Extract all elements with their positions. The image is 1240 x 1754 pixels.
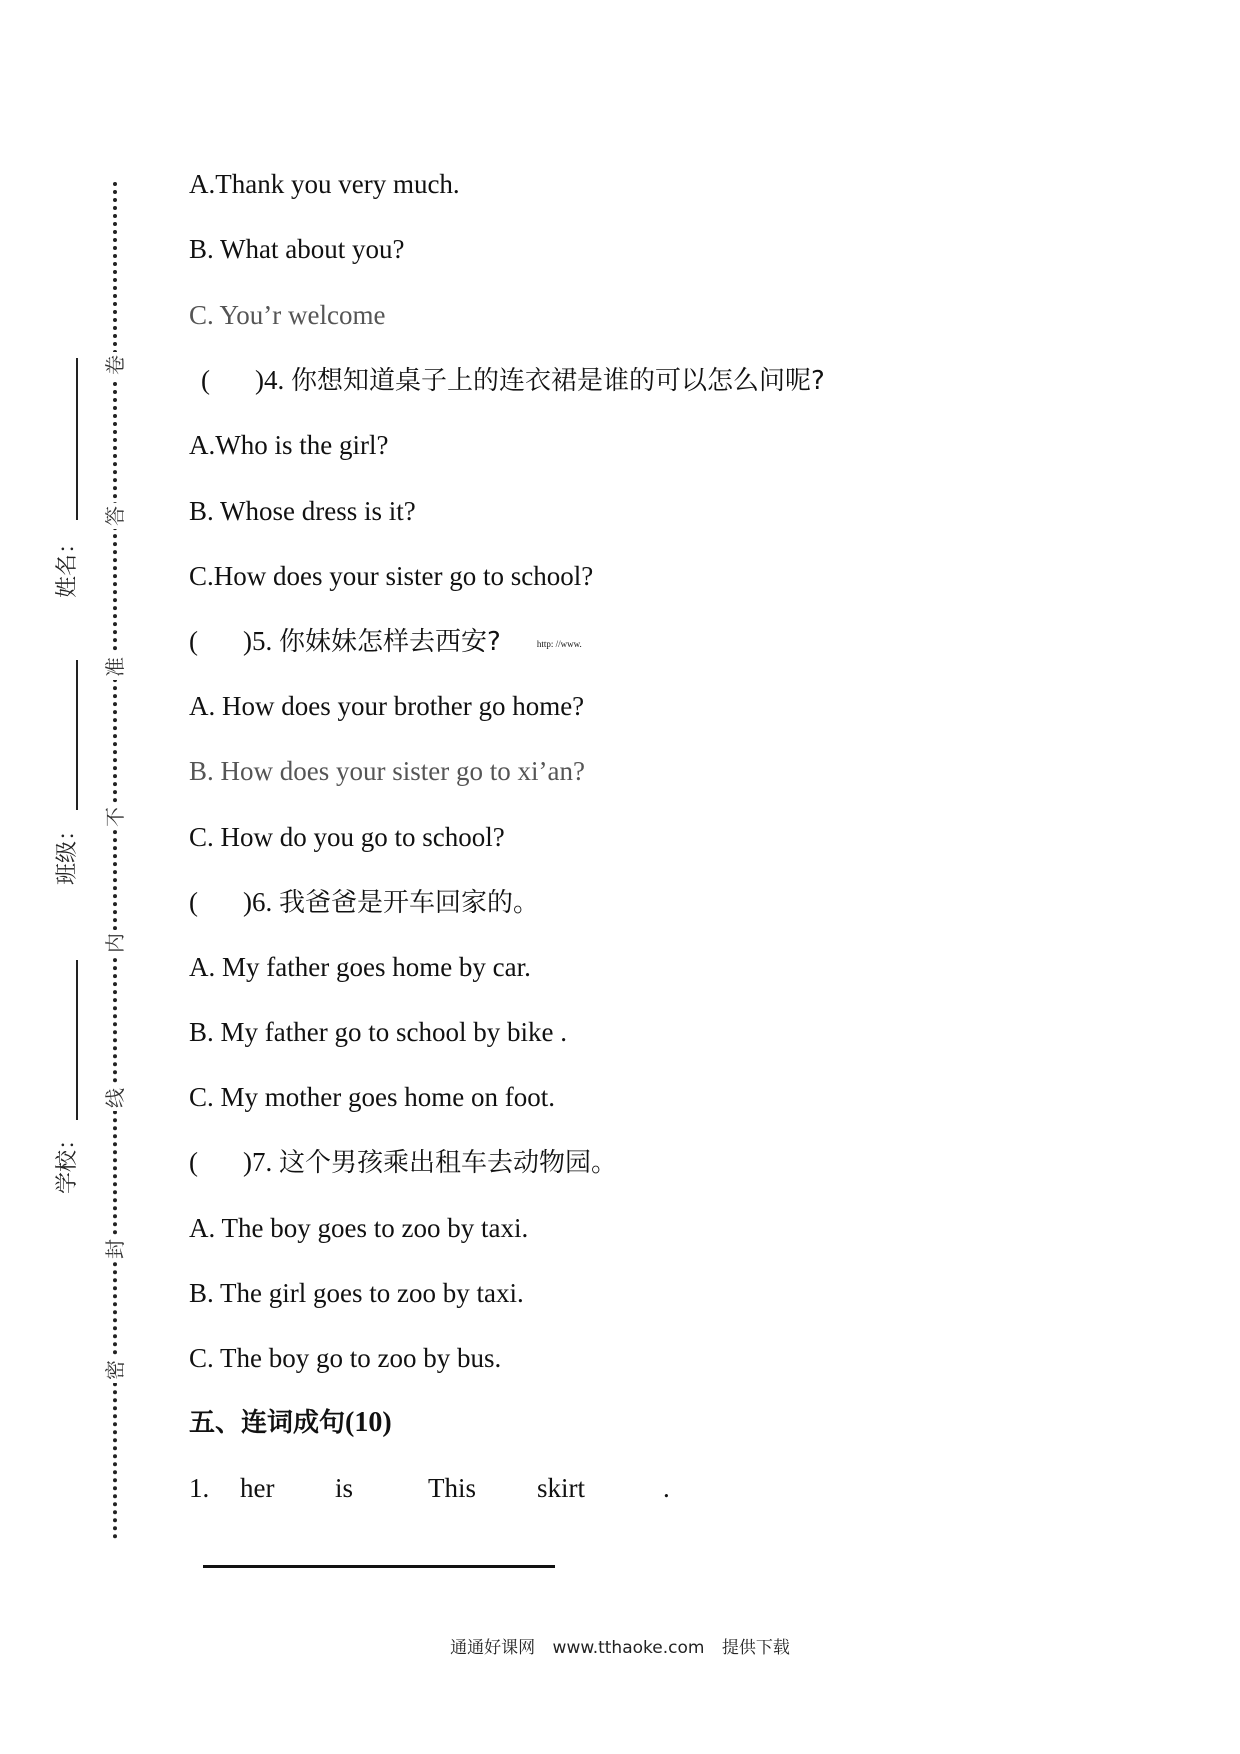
scrambled-word: her <box>240 1473 275 1503</box>
footer-url[interactable]: www.tthaoke.com <box>552 1638 705 1658</box>
q6-option-b: B. My father go to school by bike . <box>189 1017 567 1047</box>
seal-char: 密 <box>102 1357 128 1383</box>
seal-char: 卷 <box>102 352 128 378</box>
url-note: http: //www. <box>536 638 582 649</box>
q6-prompt: 我爸爸是开车回家的。 <box>279 888 540 918</box>
seal-dotted-line <box>113 182 117 1540</box>
answer-paren[interactable]: ( <box>189 887 198 917</box>
scrambled-word: is <box>335 1473 354 1503</box>
seal-char: 内 <box>102 930 128 956</box>
section5-title: 五、连词成句 <box>189 1408 346 1438</box>
scrambled-word: skirt <box>537 1473 586 1503</box>
q5-option-b: B. How does your sister go to xi’an? <box>189 756 585 786</box>
q6-option-c: C. My mother goes home on foot. <box>189 1082 555 1112</box>
q3-option-b: B. What about you? <box>189 234 405 264</box>
q7-number: )7. <box>243 1147 273 1177</box>
q4-number: )4. <box>255 365 285 395</box>
name-label: 姓名： <box>55 531 80 598</box>
q7-option-a: A. The boy goes to zoo by taxi. <box>189 1213 529 1243</box>
name-rule[interactable] <box>76 358 78 520</box>
scrambled-word: This <box>428 1473 477 1503</box>
class-label: 班级： <box>55 818 80 885</box>
q4-option-b: B. Whose dress is it? <box>189 496 416 526</box>
section5-heading <box>189 1406 392 1440</box>
section5-item1 <box>189 1471 670 1505</box>
footer-site-name: 通通好课网 <box>450 1638 536 1658</box>
q5-option-a: A. How does your brother go home? <box>189 691 585 721</box>
seal-char: 答 <box>102 503 128 529</box>
q6-stem <box>189 885 539 920</box>
seal-char: 封 <box>102 1236 128 1262</box>
answer-paren[interactable]: ( <box>189 626 198 656</box>
q4-prompt: 你想知道桌子上的连衣裙是谁的可以怎么问呢? <box>291 366 825 396</box>
q5-prompt: 你妹妹怎样去西安? <box>279 627 501 657</box>
sentence-period: . <box>663 1473 670 1503</box>
q4-option-a: A.Who is the girl? <box>189 430 389 460</box>
answer-blank-line[interactable] <box>203 1565 555 1568</box>
q3-option-a: A.Thank you very much. <box>189 169 460 199</box>
class-rule[interactable] <box>76 660 78 810</box>
q7-stem <box>189 1145 617 1180</box>
binding-margin <box>0 0 150 1754</box>
q6-option-a: A. My father goes home by car. <box>189 952 531 982</box>
q5-number: )5. <box>243 626 273 656</box>
answer-paren[interactable]: ( <box>189 1147 198 1177</box>
q6-number: )6. <box>243 887 273 917</box>
seal-char: 线 <box>102 1085 128 1111</box>
school-label: 学校： <box>55 1127 80 1194</box>
q7-option-b: B. The girl goes to zoo by taxi. <box>189 1278 524 1308</box>
q7-prompt: 这个男孩乘出租车去动物园。 <box>279 1148 618 1178</box>
q3-option-c: C. You’r welcome <box>189 300 386 330</box>
section5-points: (10) <box>345 1407 392 1438</box>
footer-suffix: 提供下载 <box>721 1638 790 1658</box>
q4-stem <box>201 363 825 398</box>
q7-option-c: C. The boy go to zoo by bus. <box>189 1343 502 1373</box>
page-footer <box>0 1633 1240 1658</box>
answer-paren[interactable]: ( <box>201 365 210 395</box>
q4-option-c: C.How does your sister go to school? <box>189 561 594 591</box>
q5-option-c: C. How do you go to school? <box>189 822 505 852</box>
seal-char: 不 <box>102 804 128 830</box>
item-number: 1. <box>189 1473 210 1503</box>
seal-char: 准 <box>102 654 128 680</box>
q5-stem <box>189 624 582 661</box>
school-rule[interactable] <box>76 960 78 1120</box>
